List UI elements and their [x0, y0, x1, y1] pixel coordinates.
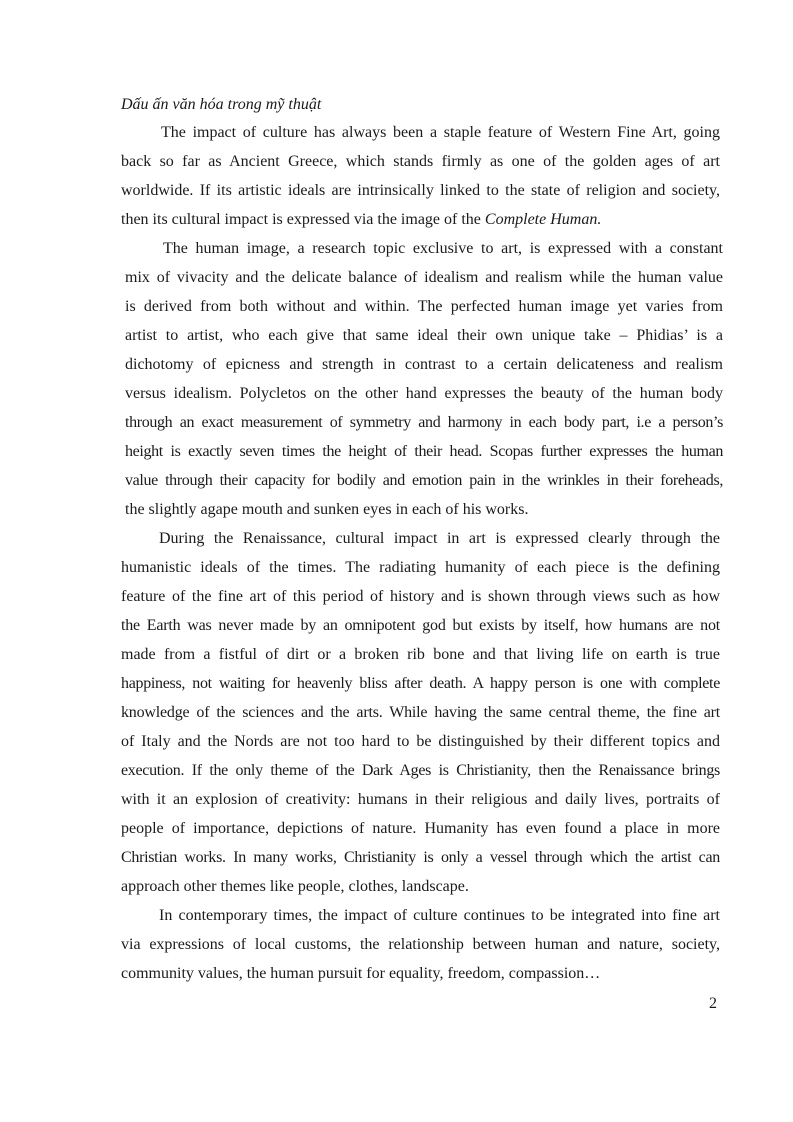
paragraph-3-line-3: feature of the fine art of this period of history and is shown through views such as how	[121, 588, 720, 605]
paragraph-1-line-4-text: then its cultural impact is expressed via the image of the	[121, 211, 485, 228]
paragraph-3-line-6: happiness, not waiting for heavenly bliss after death. A happy person is one with complete	[121, 675, 720, 692]
paragraph-2-line-5: dichotomy of epicness and strength in contrast to a certain delicateness and realism	[125, 356, 723, 373]
paragraph-3-line-13: approach other themes like people, clothes, landscape.	[121, 878, 469, 895]
paragraph-2-line-4: artist to artist, who each give that same ideal their own unique take – Phidias’ is a	[125, 327, 723, 344]
paragraph-3-line-9: execution. If the only theme of the Dark Ages is Christianity, then the Renaissance brings	[121, 762, 720, 779]
paragraph-3-line-1: During the Renaissance, cultural impact in art is expressed clearly through the	[159, 530, 720, 547]
complete-human-emphasis: Complete Human.	[484, 211, 602, 228]
paragraph-2-line-6: versus idealism. Polycletos on the other hand expresses the beauty of the human body	[125, 385, 723, 402]
paragraph-2-line-10: the slightly agape mouth and sunken eyes in each of his works.	[125, 501, 529, 518]
paragraph-2-line-8: height is exactly seven times the height of their head. Scopas further expresses the human	[125, 443, 723, 460]
paragraph-3-line-12: Christian works. In many works, Christianity is only a vessel through which the artist can	[121, 849, 720, 866]
paragraph-1-line-4	[121, 210, 601, 230]
paragraph-1-line-3: worldwide. If its artistic ideals are intrinsically linked to the state of religion and society,	[121, 182, 720, 199]
paragraph-3-line-10: with it an explosion of creativity: humans in their religious and daily lives, portraits of	[121, 791, 720, 808]
paragraph-3-line-4: the Earth was never made by an omnipotent god but exists by itself, how humans are not	[121, 617, 720, 634]
paragraph-3-line-5: made from a fistful of dirt or a broken rib bone and that living life on earth is true	[121, 646, 720, 663]
paragraph-4-line-1: In contemporary times, the impact of culture continues to be integrated into fine art	[159, 907, 720, 924]
paragraph-2-line-7: through an exact measurement of symmetry and harmony in each body part, i.e a person’s	[125, 414, 723, 431]
paragraph-2-line-2: mix of vivacity and the delicate balance of idealism and realism while the human value	[125, 269, 723, 286]
paragraph-1-line-2: back so far as Ancient Greece, which stands firmly as one of the golden ages of art	[121, 153, 720, 170]
paragraph-2-line-1: The human image, a research topic exclusive to art, is expressed with a constant	[163, 240, 723, 257]
paragraph-3-line-11: people of importance, depictions of nature. Humanity has even found a place in more	[121, 820, 720, 837]
paragraph-1-line-1: The impact of culture has always been a staple feature of Western Fine Art, going	[161, 124, 720, 141]
paragraph-3-line-7: knowledge of the sciences and the arts. While having the same central theme, the fine art	[121, 704, 720, 721]
paragraph-4-line-2: via expressions of local customs, the relationship between human and nature, society,	[121, 936, 720, 953]
paragraph-2-line-3: is derived from both without and within. The perfected human image yet varies from	[125, 298, 723, 315]
section-heading: Dấu ấn văn hóa trong mỹ thuật	[121, 96, 322, 113]
paragraph-4-line-3: community values, the human pursuit for equality, freedom, compassion…	[121, 965, 601, 982]
paragraph-2-line-9: value through their capacity for bodily and emotion pain in the wrinkles in their foreheads,	[125, 472, 723, 489]
paragraph-3-line-8: of Italy and the Nords are not too hard to be distinguished by their different topics and	[121, 733, 720, 750]
paragraph-3-line-2: humanistic ideals of the times. The radiating humanity of each piece is the defining	[121, 559, 720, 576]
page-number: 2	[709, 995, 717, 1012]
